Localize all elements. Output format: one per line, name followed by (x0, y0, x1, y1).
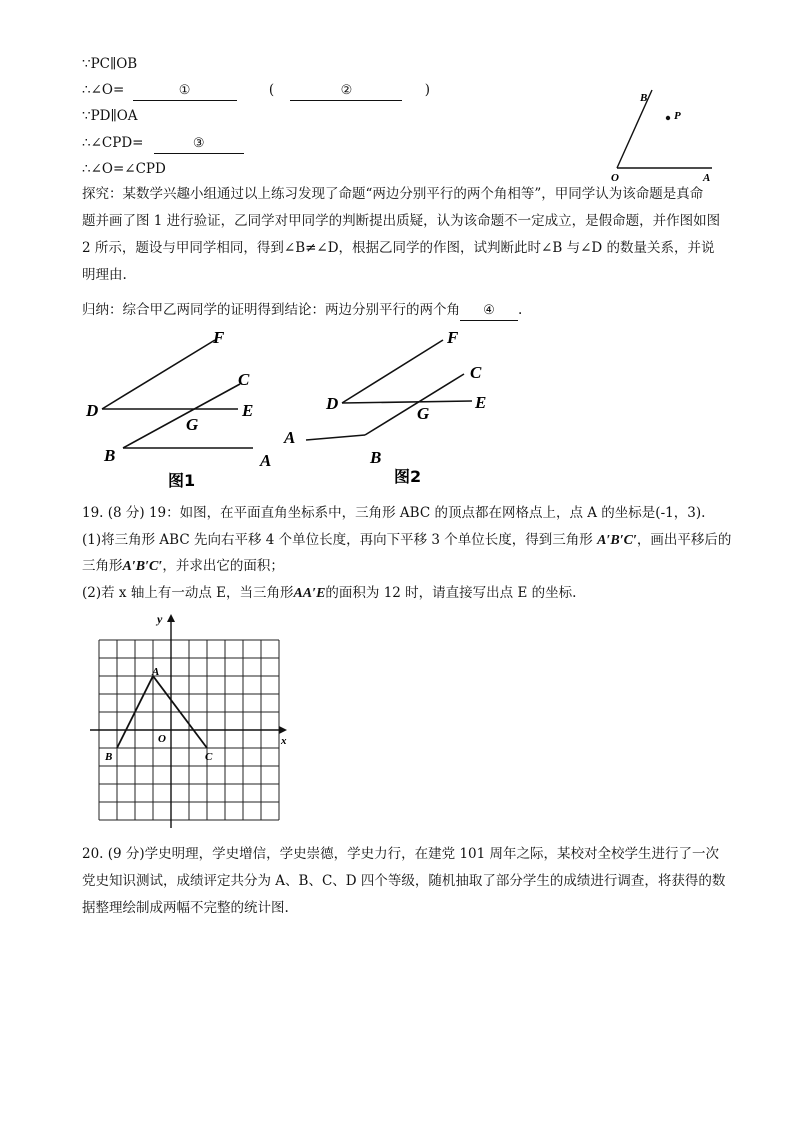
grid-label-b: B (105, 751, 113, 763)
proof-line-2-prefix: ∴∠O= (82, 82, 125, 98)
fig2-label-d: D (326, 394, 339, 413)
fig1-caption: 图1 (168, 471, 196, 490)
explore-line-2: 题并画了图 1 进行验证，乙同学对甲同学的判断提出质疑，认为该命题不一定成立，是假命题，并作图如图 (82, 213, 721, 229)
y-axis-label: y (157, 612, 163, 626)
q20-paragraph (82, 841, 752, 922)
line-df (342, 340, 443, 403)
grid-label-o: O (158, 733, 166, 745)
fig2-label-g: G (417, 404, 430, 423)
grid-label-a: A (152, 666, 160, 678)
proof-line-1: ∵PC∥OB (82, 56, 138, 72)
fig1-label-b: B (104, 446, 116, 465)
q19-line-4-math: AA′E (293, 586, 326, 601)
line-ba (306, 435, 365, 440)
proof-line-2 (82, 81, 430, 101)
point-p (666, 116, 670, 120)
grid-label-c: C (205, 751, 213, 763)
fig1-label-g: G (186, 415, 199, 434)
q19-line-4-pre: (2)若 x 轴上有一动点 E，当三角形 (82, 585, 294, 601)
coordinate-grid (80, 610, 295, 835)
fig2-label-e: E (475, 393, 487, 412)
line-bc (365, 374, 464, 435)
fig2-label-c: C (470, 363, 482, 382)
fig1-label-a: A (260, 451, 272, 470)
fig1-label-f: F (213, 328, 225, 347)
line-bc (123, 384, 240, 448)
fig2-label-a: A (284, 428, 296, 447)
answer-blank-3[interactable]: ③ (154, 135, 244, 154)
fig1-label-d: D (86, 401, 99, 420)
fig2-caption: 图2 (394, 467, 422, 486)
proof-line-4-prefix: ∴∠CPD= (82, 135, 144, 151)
q19-line-4 (82, 584, 576, 603)
q19-line-3 (82, 557, 284, 576)
answer-blank-4[interactable]: ④ (460, 302, 518, 321)
q20-line-3: 据整理绘制成两幅不完整的统计图. (82, 900, 289, 916)
q19-line-3-post: ，并求出它的面积； (162, 558, 284, 574)
fig2-label-f: F (447, 328, 459, 347)
figure-1 (80, 322, 280, 494)
figure-2 (280, 322, 510, 494)
answer-blank-1[interactable]: ① (133, 82, 237, 101)
q19-line-2-math: A′B′C′ (597, 533, 637, 548)
explore-line-4: 明理由. (82, 267, 127, 283)
fig1-label-e: E (242, 401, 254, 420)
proof-line-3: ∵PD∥OA (82, 108, 138, 124)
fig2-label-b: B (370, 448, 382, 467)
x-axis-label: x (281, 735, 287, 747)
q19-line-2-post: ，画出平移后的 (636, 532, 732, 548)
label-o: O (611, 172, 619, 184)
explore-line-3: 2 所示，题设与甲同学相同，得到∠B≠∠D，根据乙同学的作图，试判断此时∠B 与∠D 的数量关系，并说 (82, 240, 715, 256)
label-b: B (640, 92, 648, 104)
summary-line (82, 301, 522, 321)
paren-open: ( (268, 82, 275, 98)
q20-line-1: 20. (9 分)学史明理，学史增信，学史崇德，学史力行，在建党 101 周年之际，某校对全校学生进行了一次 (82, 846, 720, 862)
explore-paragraph (82, 181, 752, 289)
angle-figure (600, 80, 725, 185)
fig1-label-c: C (238, 370, 250, 389)
label-a: A (703, 172, 711, 184)
summary-suffix: . (518, 302, 523, 318)
q19-line-3-math: A′B′C′ (122, 559, 163, 574)
q20-line-2: 党史知识测试，成绩评定共分为 A、B、C、D 四个等级，随机抽取了部分学生的成绩进行调查，将获得的数 (82, 873, 726, 889)
q19-line-3-pre: 三角形 (82, 558, 123, 574)
q19-line-2-pre: (1)将三角形 ABC 先向右平移 4 个单位长度，再向下平移 3 个单位长度，得到三角形 (82, 532, 598, 548)
x-axis-arrow (279, 726, 287, 734)
q19-line-4-post: 的面积为 12 时，请直接写出点 E 的坐标. (325, 585, 577, 601)
proof-line-5: ∴∠O=∠CPD (82, 161, 166, 177)
explore-line-1: 探究：某数学兴趣小组通过以上练习发现了命题“两边分别平行的两个角相等”，甲同学认为该命题是真命 (82, 186, 704, 202)
line-de (342, 401, 472, 403)
answer-blank-2[interactable]: ② (290, 82, 402, 101)
q19-line-2 (82, 531, 731, 550)
q19-line-1: 19. (8 分) 19：如图，在平面直角坐标系中，三角形 ABC 的顶点都在网格点上，点 A 的坐标是(-1，3). (82, 505, 706, 521)
y-axis-arrow (167, 614, 175, 622)
label-p: P (674, 110, 681, 122)
line-df (102, 340, 215, 409)
paren-close: ) (424, 82, 431, 98)
summary-prefix: 归纳：综合甲乙两同学的证明得到结论：两边分别平行的两个角 (82, 302, 460, 318)
proof-line-4 (82, 134, 244, 154)
